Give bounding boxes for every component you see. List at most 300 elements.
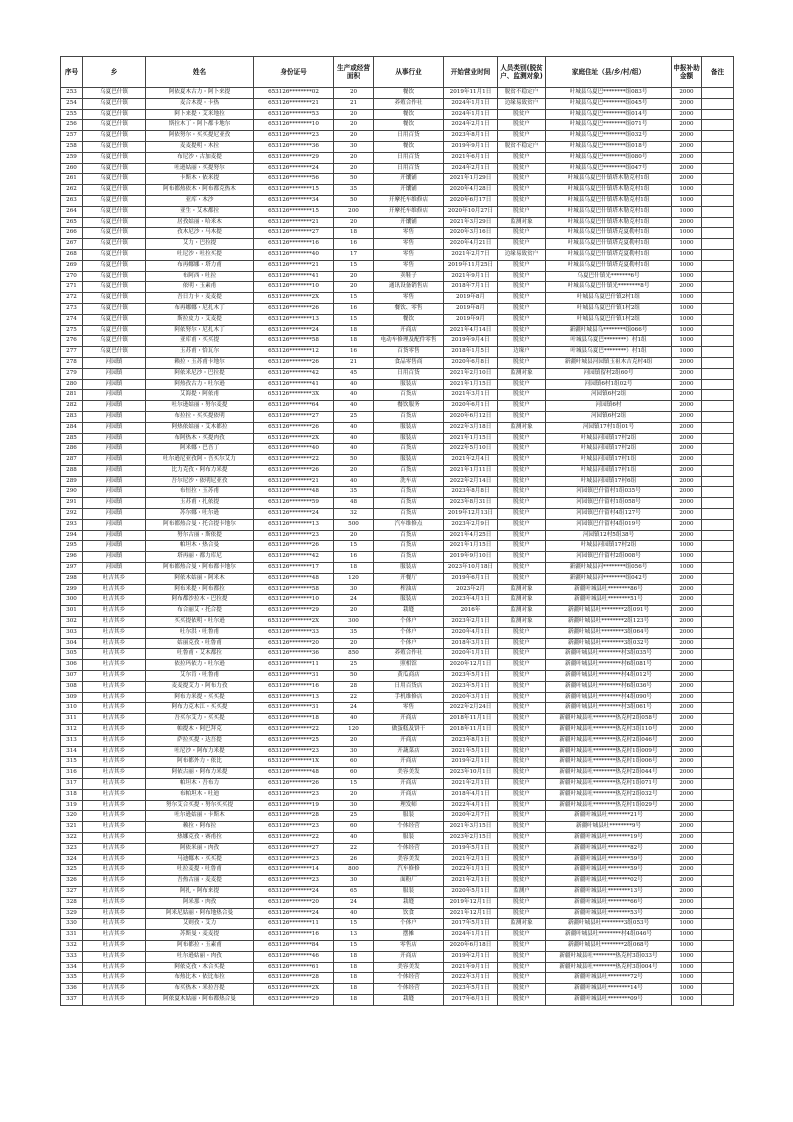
table-cell: 乌夏巴什镇 [83,260,146,271]
table-row [61,314,734,325]
table-cell: 新疆叶城县吐********82号 [546,843,672,854]
table-cell [702,962,734,973]
table-cell: 2021年3月29日 [444,217,498,228]
table-cell [702,649,734,660]
table-cell [702,854,734,865]
table-cell: 脱贫户 [498,455,546,466]
table-cell: 监测对象 [498,617,546,628]
table-cell: 2000 [672,368,702,379]
table-cell: 脱贫户 [498,282,546,293]
table-cell: 新疆叶城县吐********热克村2组046号 [546,735,672,746]
table-cell: 新疆叶城县吐********村4组090号 [546,692,672,703]
table-cell: 1000 [672,984,702,995]
table-cell: 叶城县乌夏巴什镇1村2组 [546,303,672,314]
table-cell: 2023年8月31日 [444,498,498,509]
table-row [61,768,734,779]
table-cell: 255 [61,109,83,120]
table-row [61,195,734,206]
table-cell: 手机维修店 [374,692,444,703]
table-cell: 653126********26 [254,357,334,368]
table-cell: 脱贫户 [498,930,546,941]
table-cell: 吐吉其乡 [83,854,146,865]
table-cell: 2019年9月 [444,314,498,325]
table-cell: 2017年5月1日 [444,919,498,930]
table-cell: 2000 [672,411,702,422]
table-cell: 2000 [672,433,702,444]
table-cell: 河园镇 [83,552,146,563]
table-cell: 叶城县河园镇17村2组 [546,444,672,455]
table-cell: 18 [334,325,374,336]
table-cell: 263 [61,195,83,206]
table-cell: 洗车店 [374,476,444,487]
table-row [61,444,734,455]
table-cell: 2018年1月5日 [444,347,498,358]
table-cell: 叶城县乌夏巴什镇塔木勒克村1组 [546,217,672,228]
table-cell [702,357,734,368]
table-cell: 乌夏巴什镇 [83,185,146,196]
table-cell: 1000 [672,973,702,984]
table-cell: 653126********40 [254,249,334,260]
table-cell: 布买热木・米拉吾提 [146,984,254,995]
table-cell: 653126********56 [254,174,334,185]
table-cell: 653126********36 [254,141,334,152]
table-cell: 做蛋糕及饼干 [374,725,444,736]
table-cell: 653126********19 [254,800,334,811]
table-cell: 服装店 [374,595,444,606]
table-cell [702,703,734,714]
table-cell: 2023年4月1日 [444,595,498,606]
table-cell: 2000 [672,703,702,714]
table-cell: 261 [61,174,83,185]
table-cell: 边缘户 [498,347,546,358]
table-cell: 脱贫户 [498,228,546,239]
table-cell: 阿布都热合曼・阿布都卡地尔 [146,563,254,574]
table-cell: 800 [334,865,374,876]
table-cell: 312 [61,725,83,736]
table-cell: 1000 [672,552,702,563]
table-cell [702,368,734,379]
table-cell: 2023年2月1日 [444,617,498,628]
table-cell: 赖拉・阿布拉 [146,822,254,833]
table-row [61,260,734,271]
table-cell: 开馕铺 [374,217,444,228]
table-row [61,617,734,628]
table-cell: 脱贫户 [498,714,546,725]
table-cell: 日用百货店 [374,681,444,692]
table-cell: 新疆叶城县吐********3组032号 [546,638,672,649]
table-cell: 脱贫户 [498,692,546,703]
table-row [61,595,734,606]
table-cell: 653126********22 [254,832,334,843]
table-cell: 302 [61,617,83,628]
table-cell: 40 [334,476,374,487]
table-cell: 2018年11月1日 [444,725,498,736]
table-cell: 1000 [672,962,702,973]
table-cell: 2000 [672,692,702,703]
table-cell [702,195,734,206]
table-cell: 1000 [672,325,702,336]
table-cell: 35 [334,185,374,196]
table-cell: 60 [334,768,374,779]
table-cell: 653126********40 [254,444,334,455]
table-cell: 2021年1月15日 [444,541,498,552]
table-cell: 2000 [672,638,702,649]
table-cell: 316 [61,768,83,779]
table-cell: 20 [334,465,374,476]
table-cell: 吐吉其乡 [83,973,146,984]
table-cell: 新疆叶城县吐********热克村1组009号 [546,746,672,757]
table-cell: 脱贫户 [498,498,546,509]
table-row [61,422,734,433]
table-cell: 283 [61,411,83,422]
table-cell: 脱贫户 [498,206,546,217]
table-cell [702,584,734,595]
table-row [61,411,734,422]
table-cell: 百货店 [374,552,444,563]
table-cell: 汽车修修 [374,865,444,876]
table-cell: 新疆叶城县吐********13号 [546,886,672,897]
table-cell: 阿布都外力・依比 [146,757,254,768]
table-cell: 1000 [672,930,702,941]
table-cell: 2020年5月1日 [444,886,498,897]
table-cell: 边缘易致贫户 [498,249,546,260]
table-cell: 2000 [672,282,702,293]
table-cell: 零售店 [374,940,444,951]
table-cell: 2000 [672,476,702,487]
table-row [61,88,734,99]
table-cell: 653126********22 [254,725,334,736]
table-row [61,606,734,617]
table-cell: 296 [61,552,83,563]
table-cell: 开商店 [374,714,444,725]
table-cell: 2021年4月14日 [444,325,498,336]
table-cell: 脱贫户 [498,379,546,390]
table-cell: 2020年6月8日 [444,357,498,368]
table-cell: 309 [61,692,83,703]
table-cell: 栽缝 [374,606,444,617]
table-cell: 653126********24 [254,509,334,520]
table-row [61,962,734,973]
table-cell: 2000 [672,163,702,174]
table-cell: 脱贫户 [498,681,546,692]
table-cell: 653126********21 [254,217,334,228]
table-cell: 萨拉买提・达吾提 [146,735,254,746]
table-cell: 2020年3月16日 [444,228,498,239]
table-cell: 河园镇 [83,563,146,574]
table-cell: 叶城县乌夏巴********组071号 [546,120,672,131]
table-cell: 25 [334,811,374,822]
table-cell: 吐吉其乡 [83,930,146,941]
table-cell: 脱贫户 [498,293,546,304]
table-cell: 20 [334,152,374,163]
table-cell [702,779,734,790]
table-cell: 脱贫户 [498,735,546,746]
table-cell: 乌夏巴什镇 [83,347,146,358]
table-cell: 18 [334,228,374,239]
table-cell: 317 [61,779,83,790]
table-cell: 40 [334,714,374,725]
table-cell: 21 [334,98,374,109]
table-row [61,886,734,897]
table-cell: 653126********16 [254,239,334,250]
table-cell: 帕坦木・吾布力 [146,779,254,790]
table-cell: 栽缝 [374,897,444,908]
table-row [61,228,734,239]
table-cell: 297 [61,563,83,574]
table-cell: 653126********20 [254,638,334,649]
table-cell: 2021年1月15日 [444,433,498,444]
table-cell: 零售 [374,249,444,260]
table-cell: 理发师 [374,800,444,811]
table-cell: 阿布都热合曼・托合提卡地尔 [146,519,254,530]
table-cell: 乌夏巴什镇 [83,131,146,142]
table-cell: 267 [61,239,83,250]
table-cell [702,951,734,962]
table-cell: 331 [61,930,83,941]
table-row [61,757,734,768]
table-cell: 290 [61,487,83,498]
table-cell: 脱贫户 [498,660,546,671]
table-row [61,897,734,908]
table-row [61,271,734,282]
table-cell: 40 [334,379,374,390]
table-cell: 653126********36 [254,649,334,660]
table-cell: 298 [61,573,83,584]
table-cell: 2019年2月1日 [444,951,498,962]
table-row [61,336,734,347]
table-row [61,811,734,822]
table-cell: 卖鞋子 [374,271,444,282]
table-cell: 289 [61,476,83,487]
table-cell: 1000 [672,239,702,250]
table-cell: 叶城县乌夏巴********组014号 [546,109,672,120]
table-cell: 吐吉其乡 [83,779,146,790]
table-row [61,325,734,336]
table-cell: 653126********27 [254,411,334,422]
table-cell: 653126********42 [254,552,334,563]
table-cell: 阿布米提・阿布都拉 [146,584,254,595]
table-cell: 布合丽艾・托合提 [146,606,254,617]
table-cell: 28 [334,681,374,692]
table-cell [702,530,734,541]
table-cell: 脱贫不稳定户 [498,88,546,99]
table-cell: 2022年4月1日 [444,800,498,811]
table-cell: 脱贫户 [498,303,546,314]
header-cell: 备注 [702,57,734,88]
table-cell: 河园镇巴什留村1组035号 [546,487,672,498]
table-row [61,293,734,304]
table-cell: 2021年1月15日 [444,379,498,390]
table-cell: 脱贫户 [498,509,546,520]
table-cell: 叶城县乌夏巴********组083号 [546,88,672,99]
table-row [61,800,734,811]
table-row [61,109,734,120]
table-cell [702,228,734,239]
table-cell: 653126********12 [254,347,334,358]
table-cell: 2024年2月1日 [444,163,498,174]
table-cell [702,271,734,282]
table-cell: 1000 [672,303,702,314]
table-cell [702,131,734,142]
table-row [61,994,734,1005]
table-cell: 监测对象 [498,422,546,433]
table-cell: 脱贫户 [498,109,546,120]
table-cell: 脱贫户 [498,649,546,660]
table-cell [702,390,734,401]
table-cell: 新疆叶城县吐********热克村2组032号 [546,789,672,800]
table-cell: 2021年6月1日 [444,152,498,163]
table-cell: 2019年11月1日 [444,88,498,99]
table-cell: 乌夏巴什镇 [83,174,146,185]
table-cell: 吐吉其乡 [83,811,146,822]
table-cell: 653126********53 [254,109,334,120]
table-cell [702,120,734,131]
table-cell [702,541,734,552]
table-cell: 653126********10 [254,120,334,131]
table-cell: 653126********22 [254,455,334,466]
table-cell: 2021年5月1日 [444,746,498,757]
table-cell: 653126********27 [254,843,334,854]
table-cell: 2022年3月18日 [444,422,498,433]
table-cell: 1000 [672,994,702,1005]
table-cell: 河园镇 [83,519,146,530]
table-cell: 32 [334,509,374,520]
table-cell: 监测对象 [498,606,546,617]
table-cell: 阿依夏木古力・阿卜来提 [146,88,254,99]
table-cell: 20 [334,530,374,541]
table-cell [702,595,734,606]
table-cell: 653126********16 [254,681,334,692]
table-cell: 2024年2月1日 [444,120,498,131]
table-cell: 乌夏巴什镇 [83,249,146,260]
table-cell: 2018年4月1日 [444,789,498,800]
table-cell: 2021年2月1日 [444,854,498,865]
table-cell: 汽车维修点 [374,519,444,530]
table-cell [702,768,734,779]
table-cell: 18 [334,962,374,973]
table-cell: 2000 [672,854,702,865]
table-cell: 303 [61,627,83,638]
table-cell: 2000 [672,617,702,628]
table-cell: 271 [61,282,83,293]
table-cell: 30 [334,141,374,152]
table-cell: 边缘易致贫户 [498,98,546,109]
table-cell: 653126********26 [254,303,334,314]
table-cell: 287 [61,455,83,466]
table-cell: 308 [61,681,83,692]
table-cell: 2000 [672,832,702,843]
table-cell: 河园镇17村1组01号 [546,422,672,433]
table-cell: 295 [61,541,83,552]
table-cell: 阿依木姑丽・阿米木 [146,573,254,584]
table-cell: 阿热孜古力・吐尔逊 [146,379,254,390]
table-cell: 2000 [672,725,702,736]
table-cell: 叶城县河园镇17村1组 [546,465,672,476]
header-cell: 家庭住址（县/乡/村/组） [546,57,672,88]
table-cell: 299 [61,584,83,595]
table-cell: 653126********23 [254,131,334,142]
table-row [61,638,734,649]
table-cell: 乌夏巴什镇 [83,120,146,131]
table-cell [702,411,734,422]
table-cell: 120 [334,573,374,584]
table-cell: 20 [334,217,374,228]
table-cell: 2022年5月10日 [444,444,498,455]
table-row [61,552,734,563]
table-cell: 脱贫户 [498,465,546,476]
table-cell: 脱贫户 [498,411,546,422]
table-cell: 653126********1X [254,757,334,768]
table-cell: 乌夏巴什镇 [83,228,146,239]
table-row [61,832,734,843]
table-cell: 653126********23 [254,789,334,800]
table-cell: 2021年1月29日 [444,174,498,185]
table-row [61,282,734,293]
table-cell: 餐饮 [374,120,444,131]
table-cell: 脱贫户 [498,984,546,995]
table-cell: 328 [61,897,83,908]
table-cell: 开餐厅 [374,573,444,584]
table-cell: 个体经营 [374,973,444,984]
table-cell: 65 [334,886,374,897]
table-cell: 2000 [672,768,702,779]
table-cell: 阿依努尔・买买提尼亚孜 [146,131,254,142]
table-cell: 新疆叶城县吐********热克村3组004号 [546,962,672,973]
table-cell: 2020年2月7日 [444,811,498,822]
table-cell: 653126********61 [254,962,334,973]
table-cell: 2000 [672,120,702,131]
table-cell [702,444,734,455]
table-cell: 叶城县乌夏巴什镇塔克夏勒村1组 [546,239,672,250]
table-cell: 摆摊 [374,930,444,941]
table-cell: 2000 [672,88,702,99]
table-cell: 新疆叶城县吐********3组053号 [546,919,672,930]
table-row [61,714,734,725]
table-row [61,141,734,152]
table-row [61,152,734,163]
table-cell: 18 [334,984,374,995]
table-cell: 脱贫户 [498,131,546,142]
table-cell: 2000 [672,487,702,498]
table-cell: 零售 [374,703,444,714]
table-cell: 吐吉其乡 [83,843,146,854]
table-cell: 叶城县乌夏巴什镇塔克夏勒村1组 [546,249,672,260]
table-cell: 脱贫户 [498,271,546,282]
table-cell: 吐吉其乡 [83,671,146,682]
table-cell: 开摩托车维修店 [374,206,444,217]
table-cell: 324 [61,854,83,865]
table-cell: 300 [61,595,83,606]
table-cell: 吐吉其乡 [83,627,146,638]
table-cell [702,908,734,919]
table-cell: 285 [61,433,83,444]
table-cell: 304 [61,638,83,649]
table-cell: 2000 [672,649,702,660]
table-row [61,185,734,196]
table-cell: 2019年6月1日 [444,573,498,584]
table-cell: 脱贫户 [498,703,546,714]
table-cell: 努尔艾合买提・努尔买买提 [146,800,254,811]
table-cell: 2000 [672,530,702,541]
table-cell: 256 [61,120,83,131]
table-cell: 阿布都拉・玉素甫 [146,940,254,951]
table-cell: 吐尼沙・阿布力米提 [146,746,254,757]
table-cell: 2020年4月1日 [444,627,498,638]
table-cell: 吐吉其乡 [83,606,146,617]
table-cell: 努尔古丽・斯依提 [146,530,254,541]
table-cell: 265 [61,217,83,228]
table-cell: 20 [334,606,374,617]
